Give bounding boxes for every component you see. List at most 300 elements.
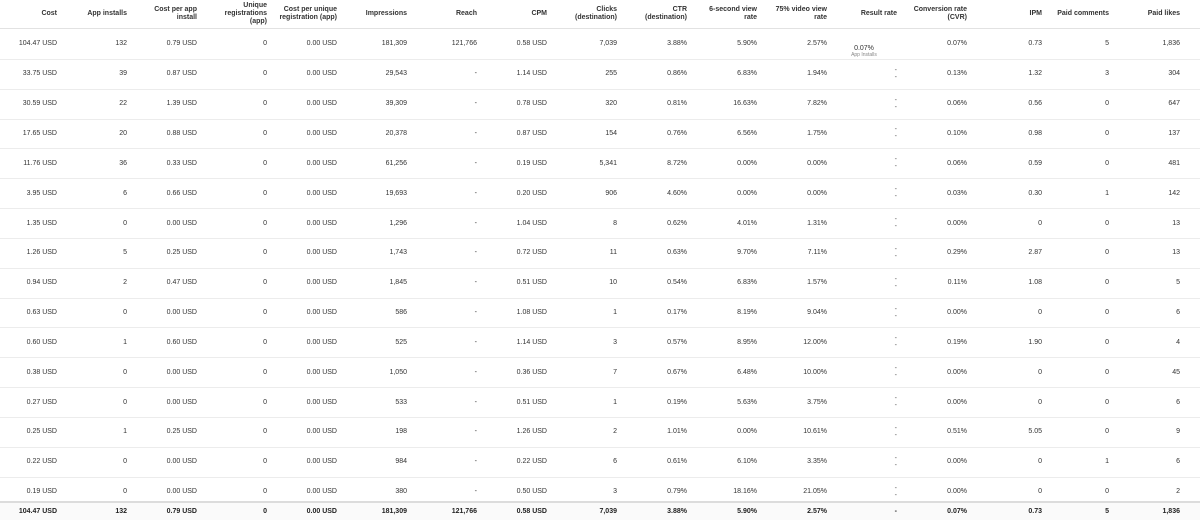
result-rate-empty: [895, 485, 897, 499]
cell-app-installs: 0: [123, 368, 127, 376]
total-result-rate: -: [894, 508, 897, 515]
cell-paid-comments: 0: [1105, 428, 1109, 436]
result-rate-empty: [895, 455, 897, 469]
cell-app-installs: 132: [115, 40, 127, 48]
cell-ipm: 0: [1038, 458, 1042, 466]
cell-paid-comments: 0: [1105, 398, 1109, 406]
empty-dash: -: [894, 424, 897, 432]
empty-dash: -: [894, 156, 897, 164]
cell-conversion-rate-cvr: 0.00%: [947, 488, 967, 496]
column-header-line: CPM: [531, 10, 547, 17]
cell-paid-likes: 2: [1176, 488, 1180, 496]
cell-conversion-rate-cvr: 0.07%: [947, 40, 967, 48]
cell-cost: 11.76 USD: [23, 159, 57, 167]
cell-result-rate: [830, 238, 898, 268]
cell-unique-registrations-app: 0: [263, 219, 267, 227]
cell-6-second-view-rate: 6.10%: [737, 458, 757, 466]
cell-75-video-view-rate: 7.82%: [807, 100, 827, 108]
cell-result-rate: [830, 328, 898, 358]
cell-result-rate: [830, 29, 898, 59]
cell-unique-registrations-app: 0: [263, 279, 267, 287]
cell-paid-likes: 45: [1172, 368, 1180, 376]
cell-75-video-view-rate: 10.61%: [803, 428, 827, 436]
column-header-ipm[interactable]: [975, 0, 1043, 28]
cell-unique-registrations-app: 0: [263, 189, 267, 197]
cell-ctr-destination: 1.01%: [667, 428, 687, 436]
cell-reach: -: [474, 488, 477, 496]
cell-6-second-view-rate: 6.83%: [737, 279, 757, 287]
cell-reach: -: [474, 458, 477, 466]
column-header-75-video-view-rate[interactable]: [760, 0, 828, 28]
cell-6-second-view-rate: 6.83%: [737, 70, 757, 78]
total-ipm: 0.73: [1028, 508, 1042, 515]
cell-cost-per-unique-registration-app: 0.00 USD: [306, 488, 337, 496]
table-row[interactable]: [0, 119, 1200, 150]
cell-reach: -: [474, 249, 477, 257]
column-header-unique-registrations-app[interactable]: [200, 0, 268, 28]
cell-unique-registrations-app: 0: [263, 159, 267, 167]
cell-impressions: 198: [395, 428, 407, 436]
cell-cost-per-unique-registration-app: 0.00 USD: [306, 100, 337, 108]
cell-cost-per-app-install: 0.66 USD: [166, 189, 197, 197]
cell-paid-comments: 0: [1105, 100, 1109, 108]
empty-dash: -: [894, 431, 897, 439]
column-header-app-installs[interactable]: [60, 0, 128, 28]
cell-75-video-view-rate: 3.75%: [807, 398, 827, 406]
cell-conversion-rate-cvr: 0.13%: [947, 70, 967, 78]
column-header-paid-likes[interactable]: [1113, 0, 1181, 28]
cell-cost-per-app-install: 0.60 USD: [166, 338, 197, 346]
table-row[interactable]: [0, 29, 1200, 60]
column-header-line: install: [176, 14, 197, 21]
cell-clicks-destination: 906: [605, 189, 617, 197]
cell-impressions: 20,378: [385, 129, 407, 137]
cell-cost: 104.47 USD: [18, 40, 57, 48]
column-header-line: Cost per app: [154, 6, 197, 13]
cell-unique-registrations-app: 0: [263, 398, 267, 406]
cell-ctr-destination: 0.17%: [667, 309, 687, 317]
cell-reach: -: [474, 368, 477, 376]
empty-dash: -: [894, 372, 897, 380]
cell-75-video-view-rate: 3.35%: [807, 458, 827, 466]
cell-cost: 0.38 USD: [26, 368, 57, 376]
column-header-line: registrations: [224, 10, 267, 17]
cell-6-second-view-rate: 0.00%: [737, 159, 757, 167]
cell-clicks-destination: 154: [605, 129, 617, 137]
table-row[interactable]: [0, 59, 1200, 90]
table-row[interactable]: [0, 328, 1200, 359]
cell-clicks-destination: 3: [613, 488, 617, 496]
result-rate-empty: [895, 126, 897, 140]
cell-paid-likes: 481: [1168, 159, 1180, 167]
cell-cost-per-app-install: 0.00 USD: [166, 398, 197, 406]
cell-clicks-destination: 8: [613, 219, 617, 227]
cell-cost-per-app-install: 0.00 USD: [166, 458, 197, 466]
table-row[interactable]: [0, 178, 1200, 209]
table-row[interactable]: [0, 268, 1200, 299]
result-rate-sublabel: App Installs: [851, 51, 877, 58]
cell-cpm: 0.22 USD: [516, 458, 547, 466]
result-rate-empty: [895, 97, 897, 111]
column-header-line: (app): [249, 18, 267, 25]
cell-cost-per-unique-registration-app: 0.00 USD: [306, 338, 337, 346]
column-header-reach[interactable]: [410, 0, 478, 28]
cell-cost-per-unique-registration-app: 0.00 USD: [306, 458, 337, 466]
column-header-line: (destination): [645, 14, 687, 21]
column-header-line: rate: [814, 14, 827, 21]
cell-cost-per-app-install: 0.87 USD: [166, 70, 197, 78]
cell-impressions: 19,693: [385, 189, 407, 197]
cell-conversion-rate-cvr: 0.00%: [947, 398, 967, 406]
cell-6-second-view-rate: 5.63%: [737, 398, 757, 406]
cell-ipm: 0.56: [1028, 100, 1042, 108]
cell-app-installs: 22: [119, 100, 127, 108]
column-header-line: Paid likes: [1147, 10, 1180, 17]
cell-reach: -: [474, 100, 477, 108]
cell-cost: 1.35 USD: [26, 219, 57, 227]
total-ctr-destination: 3.88%: [667, 508, 687, 515]
table-row[interactable]: [0, 89, 1200, 120]
cell-ipm: 0: [1038, 219, 1042, 227]
cell-app-installs: 5: [123, 249, 127, 257]
cell-cost-per-app-install: 0.88 USD: [166, 129, 197, 137]
column-header-paid-comments[interactable]: [1042, 0, 1110, 28]
empty-dash: -: [894, 245, 897, 253]
column-header-line: rate: [744, 14, 757, 21]
cell-cost: 0.19 USD: [26, 488, 57, 496]
cell-6-second-view-rate: 5.90%: [737, 40, 757, 48]
column-header-6-second-view-rate[interactable]: [690, 0, 758, 28]
cell-6-second-view-rate: 9.70%: [737, 249, 757, 257]
cell-conversion-rate-cvr: 0.51%: [947, 428, 967, 436]
cell-paid-comments: 0: [1105, 368, 1109, 376]
total-cost: 104.47 USD: [18, 508, 57, 515]
column-header-line: Clicks: [596, 6, 617, 13]
empty-dash: -: [894, 484, 897, 492]
column-header-line: IPM: [1029, 10, 1042, 17]
cell-paid-comments: 5: [1105, 40, 1109, 48]
empty-dash: -: [894, 66, 897, 74]
cell-cost-per-app-install: 1.39 USD: [166, 100, 197, 108]
cell-cost: 0.27 USD: [26, 398, 57, 406]
empty-dash: -: [894, 312, 897, 320]
column-header-result-rate[interactable]: [830, 0, 898, 28]
cell-result-rate: [830, 119, 898, 149]
cell-6-second-view-rate: 16.63%: [733, 100, 757, 108]
cell-ctr-destination: 0.57%: [667, 338, 687, 346]
result-rate-empty: [895, 156, 897, 170]
result-rate-empty: [895, 67, 897, 81]
cell-app-installs: 36: [119, 159, 127, 167]
cell-cost-per-unique-registration-app: 0.00 USD: [306, 189, 337, 197]
cell-paid-comments: 0: [1105, 159, 1109, 167]
cell-impressions: 1,296: [389, 219, 407, 227]
cell-conversion-rate-cvr: 0.29%: [947, 249, 967, 257]
cell-cost-per-app-install: 0.00 USD: [166, 368, 197, 376]
cell-ctr-destination: 0.54%: [667, 279, 687, 287]
column-header-line: App installs: [87, 10, 127, 17]
column-header-ctr-destination[interactable]: [620, 0, 688, 28]
cell-ctr-destination: 0.86%: [667, 70, 687, 78]
cell-75-video-view-rate: 1.75%: [807, 129, 827, 137]
cell-75-video-view-rate: 21.05%: [803, 488, 827, 496]
table-row[interactable]: [0, 417, 1200, 448]
total-unique-registrations-app: 0: [263, 508, 267, 515]
cell-result-rate: [830, 178, 898, 208]
table-row[interactable]: [0, 208, 1200, 239]
cell-unique-registrations-app: 0: [263, 100, 267, 108]
cell-ctr-destination: 8.72%: [667, 159, 687, 167]
empty-dash: -: [894, 282, 897, 290]
cell-cpm: 0.51 USD: [516, 398, 547, 406]
cell-app-installs: 0: [123, 488, 127, 496]
cell-impressions: 1,845: [389, 279, 407, 287]
cell-75-video-view-rate: 10.00%: [803, 368, 827, 376]
cell-ipm: 0: [1038, 398, 1042, 406]
cell-clicks-destination: 11: [609, 249, 617, 257]
cell-6-second-view-rate: 6.56%: [737, 129, 757, 137]
cell-cost-per-unique-registration-app: 0.00 USD: [306, 40, 337, 48]
cell-cost-per-app-install: 0.00 USD: [166, 488, 197, 496]
total-75-video-view-rate: 2.57%: [807, 508, 827, 515]
cell-impressions: 380: [395, 488, 407, 496]
cell-reach: -: [474, 309, 477, 317]
cell-paid-likes: 6: [1176, 398, 1180, 406]
cell-paid-comments: 0: [1105, 219, 1109, 227]
cell-cost-per-app-install: 0.79 USD: [166, 40, 197, 48]
cell-cost-per-unique-registration-app: 0.00 USD: [306, 309, 337, 317]
cell-cpm: 1.08 USD: [516, 309, 547, 317]
cell-ipm: 0: [1038, 488, 1042, 496]
cell-conversion-rate-cvr: 0.19%: [947, 338, 967, 346]
empty-dash: -: [894, 402, 897, 410]
result-rate-empty: [895, 365, 897, 379]
empty-dash: -: [894, 126, 897, 134]
table-row[interactable]: [0, 387, 1200, 418]
empty-dash: -: [894, 193, 897, 201]
cell-cost-per-unique-registration-app: 0.00 USD: [306, 159, 337, 167]
cell-unique-registrations-app: 0: [263, 458, 267, 466]
result-rate-empty: [895, 216, 897, 230]
cell-75-video-view-rate: 1.94%: [807, 70, 827, 78]
cell-conversion-rate-cvr: 0.03%: [947, 189, 967, 197]
cell-cpm: 0.87 USD: [516, 129, 547, 137]
cell-ipm: 0.98: [1028, 129, 1042, 137]
cell-conversion-rate-cvr: 0.00%: [947, 219, 967, 227]
cell-impressions: 29,543: [385, 70, 407, 78]
cell-reach: -: [474, 279, 477, 287]
cell-cpm: 0.19 USD: [516, 159, 547, 167]
table-row[interactable]: [0, 357, 1200, 388]
cell-cpm: 0.78 USD: [516, 100, 547, 108]
cell-ctr-destination: 0.61%: [667, 458, 687, 466]
cell-cpm: 1.26 USD: [516, 428, 547, 436]
empty-dash: -: [894, 454, 897, 462]
cell-result-rate: [830, 59, 898, 89]
empty-dash: -: [894, 96, 897, 104]
cell-result-rate: [830, 387, 898, 417]
table-row[interactable]: [0, 447, 1200, 478]
cell-clicks-destination: 255: [605, 70, 617, 78]
cell-clicks-destination: 1: [613, 398, 617, 406]
cell-ipm: 0.30: [1028, 189, 1042, 197]
cell-75-video-view-rate: 12.00%: [803, 338, 827, 346]
cell-cost: 3.95 USD: [26, 189, 57, 197]
cell-cost-per-unique-registration-app: 0.00 USD: [306, 279, 337, 287]
cell-clicks-destination: 5,341: [599, 159, 617, 167]
cell-paid-likes: 9: [1176, 428, 1180, 436]
empty-dash: -: [894, 275, 897, 283]
cell-unique-registrations-app: 0: [263, 338, 267, 346]
empty-dash: -: [894, 186, 897, 194]
column-header-line: registration (app): [279, 14, 337, 21]
cell-paid-comments: 0: [1105, 249, 1109, 257]
total-cost-per-unique-registration-app: 0.00 USD: [306, 508, 337, 515]
cell-paid-comments: 0: [1105, 309, 1109, 317]
cell-reach: -: [474, 159, 477, 167]
table-row[interactable]: [0, 298, 1200, 329]
cell-cost: 17.65 USD: [22, 129, 57, 137]
total-app-installs: 132: [115, 508, 127, 515]
cell-6-second-view-rate: 8.19%: [737, 309, 757, 317]
column-header-line: (destination): [575, 14, 617, 21]
cell-reach: -: [474, 428, 477, 436]
cell-cost-per-app-install: 0.25 USD: [166, 428, 197, 436]
cell-result-rate: [830, 357, 898, 387]
cell-6-second-view-rate: 4.01%: [737, 219, 757, 227]
result-rate-empty: [895, 246, 897, 260]
column-header-cost-per-app-install[interactable]: [130, 0, 198, 28]
cell-unique-registrations-app: 0: [263, 488, 267, 496]
cell-clicks-destination: 7: [613, 368, 617, 376]
cell-clicks-destination: 6: [613, 458, 617, 466]
cell-impressions: 39,309: [385, 100, 407, 108]
cell-cost: 0.63 USD: [26, 309, 57, 317]
cell-app-installs: 2: [123, 279, 127, 287]
cell-cpm: 1.14 USD: [516, 70, 547, 78]
cell-unique-registrations-app: 0: [263, 309, 267, 317]
column-header-line: 6-second view: [709, 6, 757, 13]
cell-ipm: 5.05: [1028, 428, 1042, 436]
cell-result-rate: [830, 89, 898, 119]
cell-conversion-rate-cvr: 0.10%: [947, 129, 967, 137]
cell-ctr-destination: 4.60%: [667, 189, 687, 197]
cell-paid-likes: 5: [1176, 279, 1180, 287]
cell-reach: -: [474, 129, 477, 137]
result-rate-empty: [895, 276, 897, 290]
empty-dash: -: [894, 335, 897, 343]
cell-cpm: 0.58 USD: [516, 40, 547, 48]
column-header-cpm[interactable]: [480, 0, 548, 28]
cell-paid-likes: 13: [1172, 219, 1180, 227]
cell-cost: 0.94 USD: [26, 279, 57, 287]
cell-unique-registrations-app: 0: [263, 249, 267, 257]
cell-cpm: 1.04 USD: [516, 219, 547, 227]
cell-reach: -: [474, 70, 477, 78]
column-header-line: CTR: [672, 6, 687, 13]
cell-paid-comments: 0: [1105, 488, 1109, 496]
empty-dash: -: [894, 395, 897, 403]
column-header-line: Reach: [455, 10, 477, 17]
cell-cost-per-unique-registration-app: 0.00 USD: [306, 249, 337, 257]
cell-result-rate: [830, 148, 898, 178]
cell-ipm: 1.08: [1028, 279, 1042, 287]
cell-paid-likes: 13: [1172, 249, 1180, 257]
cell-clicks-destination: 1: [613, 309, 617, 317]
column-header-line: Paid comments: [1057, 10, 1109, 17]
total-paid-comments: 5: [1105, 508, 1109, 515]
cell-cost-per-unique-registration-app: 0.00 USD: [306, 398, 337, 406]
cell-cost-per-unique-registration-app: 0.00 USD: [306, 70, 337, 78]
column-header-clicks-destination[interactable]: [550, 0, 618, 28]
cell-ipm: 0: [1038, 309, 1042, 317]
empty-dash: -: [894, 216, 897, 224]
cell-cost-per-app-install: 0.00 USD: [166, 219, 197, 227]
cell-paid-likes: 1,836: [1162, 40, 1180, 48]
cell-cost: 0.60 USD: [26, 338, 57, 346]
cell-app-installs: 0: [123, 309, 127, 317]
cell-impressions: 1,743: [389, 249, 407, 257]
empty-dash: -: [894, 163, 897, 171]
table-header-row: [0, 0, 1200, 29]
cell-ctr-destination: 0.76%: [667, 129, 687, 137]
column-header-cost[interactable]: [0, 0, 58, 28]
cell-paid-comments: 3: [1105, 70, 1109, 78]
cell-conversion-rate-cvr: 0.11%: [947, 279, 967, 287]
column-header-cost-per-unique-registration-app[interactable]: [270, 0, 338, 28]
cell-reach: -: [474, 219, 477, 227]
total-conversion-rate-cvr: 0.07%: [947, 508, 967, 515]
result-rate-empty: [895, 186, 897, 200]
cell-paid-comments: 0: [1105, 129, 1109, 137]
table-row[interactable]: [0, 238, 1200, 269]
cell-cpm: 0.36 USD: [516, 368, 547, 376]
cell-paid-likes: 142: [1168, 189, 1180, 197]
column-header-conversion-rate-cvr[interactable]: [900, 0, 968, 28]
cell-app-installs: 1: [123, 338, 127, 346]
cell-ctr-destination: 0.81%: [667, 100, 687, 108]
cell-paid-comments: 1: [1105, 189, 1109, 197]
cell-conversion-rate-cvr: 0.00%: [947, 368, 967, 376]
cell-paid-comments: 0: [1105, 338, 1109, 346]
total-clicks-destination: 7,039: [599, 508, 617, 515]
cell-impressions: 533: [395, 398, 407, 406]
result-rate-empty: [895, 306, 897, 320]
cell-paid-likes: 647: [1168, 100, 1180, 108]
total-impressions: 181,309: [381, 508, 407, 515]
table-row[interactable]: [0, 148, 1200, 179]
cell-app-installs: 0: [123, 219, 127, 227]
cell-clicks-destination: 2: [613, 428, 617, 436]
cell-6-second-view-rate: 8.95%: [737, 338, 757, 346]
cell-unique-registrations-app: 0: [263, 70, 267, 78]
cell-ipm: 0.59: [1028, 159, 1042, 167]
cell-ctr-destination: 0.79%: [667, 488, 687, 496]
total-cost-per-app-install: 0.79 USD: [166, 508, 197, 515]
cell-ctr-destination: 0.62%: [667, 219, 687, 227]
cell-75-video-view-rate: 1.31%: [807, 219, 827, 227]
result-rate-empty: [895, 425, 897, 439]
cell-75-video-view-rate: 0.00%: [807, 159, 827, 167]
column-header-impressions[interactable]: [340, 0, 408, 28]
result-rate-value: 0.07%: [854, 44, 874, 52]
total-cpm: 0.58 USD: [516, 508, 547, 515]
empty-dash: -: [894, 342, 897, 350]
cell-paid-comments: 1: [1105, 458, 1109, 466]
cell-cost-per-unique-registration-app: 0.00 USD: [306, 428, 337, 436]
cell-app-installs: 0: [123, 398, 127, 406]
cell-cpm: 0.20 USD: [516, 189, 547, 197]
